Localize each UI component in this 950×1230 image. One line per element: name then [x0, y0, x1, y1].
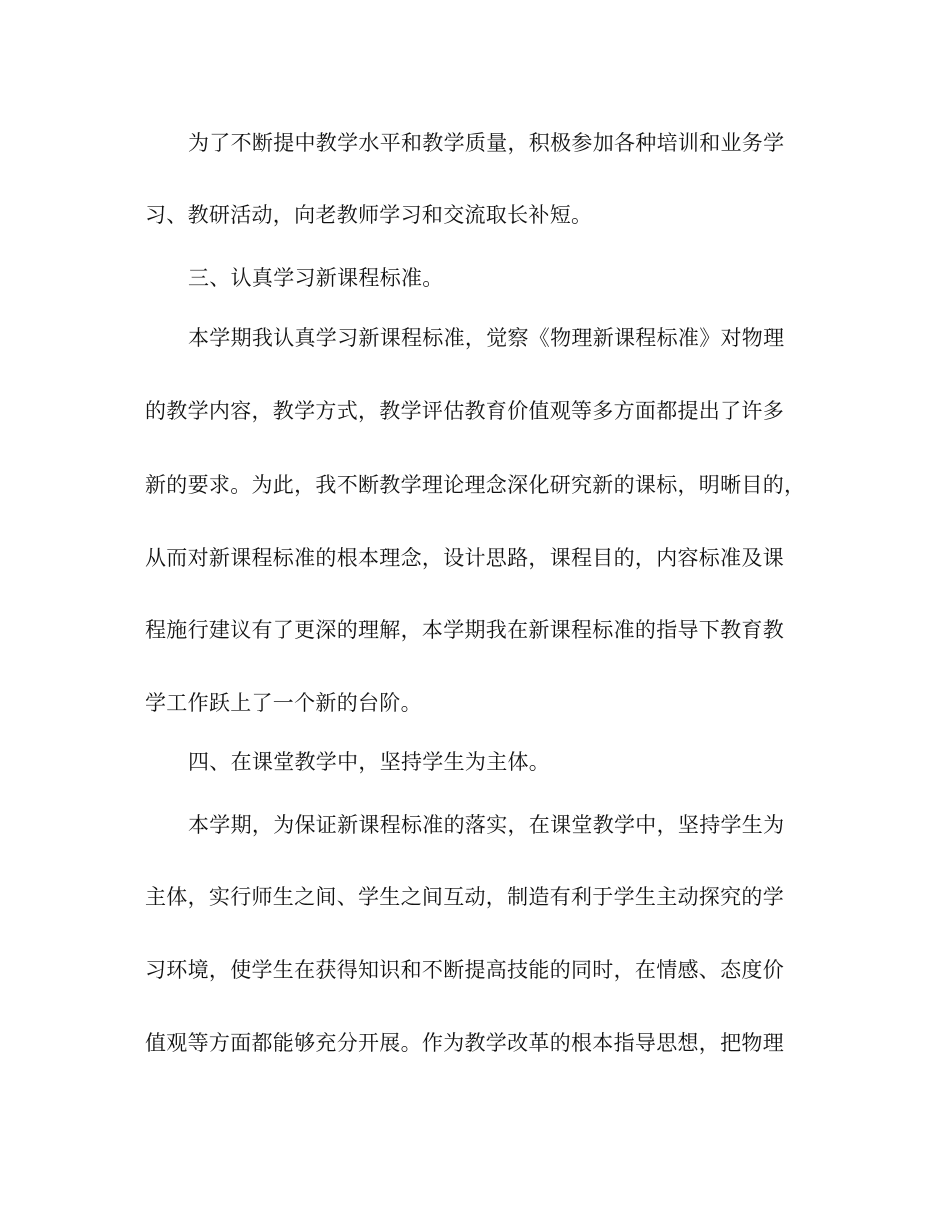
- paragraph-line: 新的要求。为此，我不断教学理论理念深化研究新的课标，明晰目的，: [145, 473, 806, 497]
- paragraph-line: 程施行建议有了更深的理解，本学期我在新课程标准的指导下教育教: [145, 618, 784, 642]
- paragraph-line: 的教学内容，教学方式，教学评估教育价值观等多方面都提出了许多: [145, 399, 784, 423]
- paragraph-line: 习、教研活动，向老教师学习和交流取长补短。: [145, 203, 593, 227]
- paragraph-line: 习环境，使学生在获得知识和不断提高技能的同时，在情感、态度价: [145, 958, 784, 982]
- paragraph-line: 为了不断提中教学水平和教学质量，积极参加各种培训和业务学: [188, 131, 785, 155]
- paragraph-line: 学工作跃上了一个新的台阶。: [145, 691, 422, 715]
- paragraph-line: 从而对新课程标准的根本理念，设计思路，课程目的，内容标准及课: [145, 546, 784, 570]
- paragraph-line: 值观等方面都能够充分开展。作为教学改革的根本指导思想，把物理: [145, 1031, 784, 1055]
- paragraph-line: 本学期，为保证新课程标准的落实，在课堂教学中，坚持学生为: [188, 813, 785, 837]
- section-heading: 三、认真学习新课程标准。: [188, 266, 444, 290]
- paragraph-line: 主体，实行师生之间、学生之间互动，制造有利于学生主动探究的学: [145, 885, 784, 909]
- section-heading: 四、在课堂教学中，坚持学生为主体。: [188, 750, 551, 774]
- paragraph-line: 本学期我认真学习新课程标准，觉察《物理新课程标准》对物理: [188, 326, 785, 350]
